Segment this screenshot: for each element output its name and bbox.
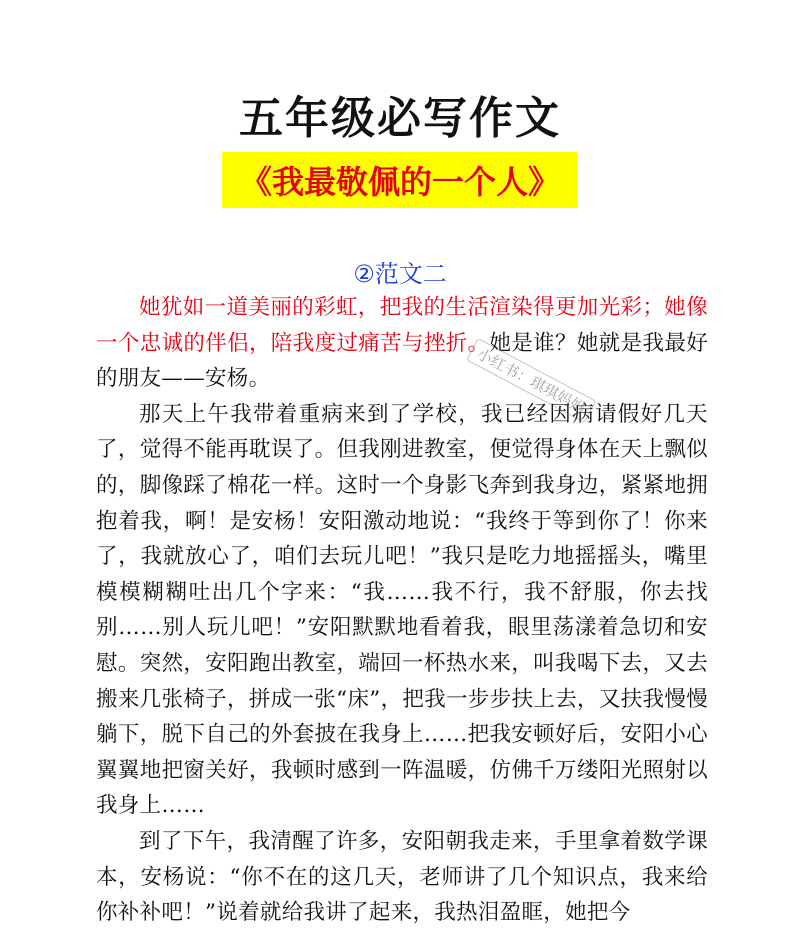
paragraph-1-red-text: 她犹如一道美丽的彩虹，把我的生活渲染得更加光彩；她像一个忠诚的伴侣，陪我度过痛苦与挫折。 (96, 295, 708, 356)
watermark: 小红书：琪琪妈妈 (466, 338, 596, 423)
essay-body (96, 290, 708, 931)
subtitle: 《我最敬佩的一个人》 (239, 163, 560, 201)
paragraph-1 (96, 290, 708, 397)
main-title: 五年级必写作文 (239, 93, 561, 144)
paragraph-3: 到了下午，我清醒了许多，安阳朝我走来，手里拿着数学课本，安杨说：“你不在的这几天，老师讲了几个知识点，我来给你补补吧！”说着就给我讲了起来，我热泪盈眶，她把今 (96, 828, 708, 926)
paragraph-1-text: 她是谁？她就是我最好的朋友——安杨。 (96, 330, 708, 392)
paragraph-2: 那天上午我带着重病来到了学校，我已经因病请假好几天了，觉得不能再耽误了。但我刚进教室，便觉得身体在天上飘似的，脚像踩了棉花一样。这时一个身影飞奔到我身边，紧紧地拥抱着我，啊！是安杨！安阳激动地说：“我终于等到你了！你来了，我就放心了，咱们去玩儿吧！”我只是吃力地摇摇头，嘴里模模糊糊吐出几个字来：“我……我不行，我不舒服，你去找别……别人玩儿吧！”安阳默默地看着我，眼里荡漾着急切和安慰。突然，安阳跑出教室，端回一杯热水来，叫我喝下去，又去搬来几张椅子，拼成一张“床”，把我一步步扶上去，又扶我慢慢躺下，脱下自己的外套披在我身上……把我安顿好后，安阳小心翼翼地把窗关好，我顿时感到一阵温暖，仿佛千万缕阳光照射以我身上…… (96, 401, 708, 819)
section-label: ②范文二 (353, 260, 447, 288)
subtitle-highlight (222, 152, 578, 208)
